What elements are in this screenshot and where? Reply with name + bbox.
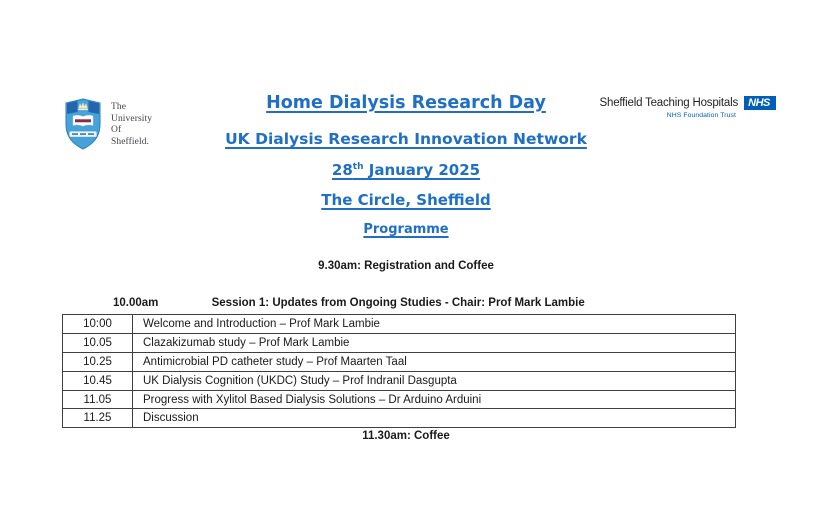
nhs-foundation-trust-label: NHS Foundation Trust: [666, 112, 736, 119]
university-logo-line: The: [111, 102, 127, 112]
agenda-time-cell: 10:00: [63, 315, 133, 334]
university-logo-line: University: [111, 113, 153, 124]
event-date-day: 28: [331, 161, 353, 179]
agenda-time-cell: 10.25: [63, 352, 133, 371]
table-row: [63, 352, 736, 371]
session1-header: [113, 297, 585, 309]
programme-label: Programme: [363, 222, 449, 237]
table-row: [63, 315, 736, 334]
session1-time: 10.00am: [113, 297, 159, 309]
table-row: [63, 333, 736, 352]
coffee-line: 11.30am: Coffee: [362, 430, 450, 442]
agenda-time-cell: 10.45: [63, 371, 133, 390]
university-logo-line: Of: [111, 125, 122, 135]
nhs-box-label: NHS: [748, 97, 770, 109]
session1-title: Session 1: Updates from Ongoing Studies - Chair: Prof Mark Lambie: [211, 297, 585, 309]
agenda-item-cell: Welcome and Introduction – Prof Mark Lambie: [133, 315, 736, 334]
nhs-org-name: Sheffield Teaching Hospitals: [599, 97, 738, 109]
page-title: Home Dialysis Research Day: [266, 93, 546, 113]
event-date: [0, 161, 812, 179]
page-subtitle: UK Dialysis Research Innovation Network: [225, 130, 587, 148]
agenda-time-cell: 11.05: [63, 390, 133, 409]
agenda-time-cell: 11.25: [63, 409, 133, 428]
event-venue: The Circle, Sheffield: [321, 191, 491, 209]
agenda-table: [62, 314, 736, 428]
event-date-rest: January 2025: [363, 161, 481, 179]
agenda-item-cell: UK Dialysis Cognition (UKDC) Study – Prof Indranil Dasgupta: [133, 371, 736, 390]
university-logo-line: Sheffield.: [111, 136, 150, 147]
agenda-item-cell: Antimicrobial PD catheter study – Prof Maarten Taal: [133, 352, 736, 371]
event-date-ordinal: th: [352, 162, 364, 172]
table-row: [63, 390, 736, 409]
table-row: [63, 371, 736, 390]
agenda-item-cell: Clazakizumab study – Prof Mark Lambie: [133, 333, 736, 352]
registration-line: 9.30am: Registration and Coffee: [318, 260, 494, 272]
agenda-time-cell: 10.05: [63, 333, 133, 352]
table-row: [63, 409, 736, 428]
agenda-item-cell: Discussion: [133, 409, 736, 428]
agenda-item-cell: Progress with Xylitol Based Dialysis Solutions – Dr Arduino Arduini: [133, 390, 736, 409]
